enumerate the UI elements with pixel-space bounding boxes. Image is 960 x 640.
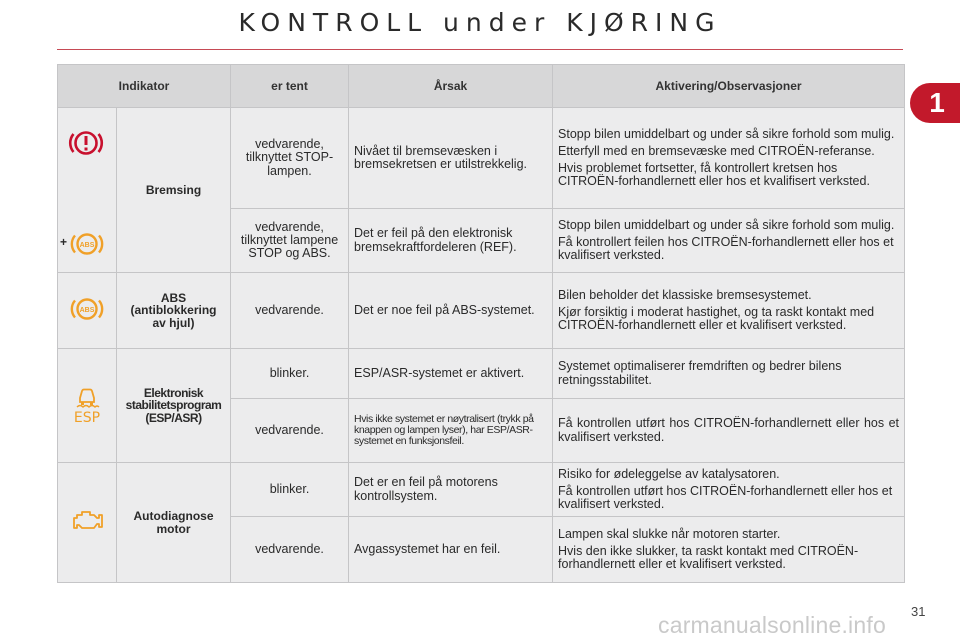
table-row: [58, 108, 905, 209]
esp-cause-1: ESP/ASR-systemet er aktivert.: [349, 349, 553, 399]
header-arsak: Årsak: [349, 65, 553, 108]
chapter-tab[interactable]: 1: [910, 83, 960, 123]
table-row: [58, 463, 905, 517]
indicator-table: [57, 64, 905, 583]
motor-name-line: motor: [156, 521, 191, 536]
bremsing-tent-1: vedvarende, tilknyttet STOP-lampen.: [231, 108, 349, 209]
bremsing-icon-cell: [58, 108, 117, 273]
motor-icon-cell: [58, 463, 117, 583]
bremsing-tent-2: vedvarende, tilknyttet lampene STOP og ABS.: [231, 209, 349, 273]
table-header-row: [58, 65, 905, 108]
abs-name-line: (antiblokkering: [130, 303, 217, 318]
watermark: carmanualsonline.info: [658, 612, 886, 638]
table-row: [58, 273, 905, 349]
motor-cause-1: Det er en feil på motorens kontrollsystem.: [349, 463, 553, 517]
obs-paragraph: Få kontrollert feilen hos CITROËN-forhandlernett eller hos et kvalifisert verksted.: [558, 234, 894, 263]
motor-obs-1: [553, 463, 905, 517]
bremsing-obs-2: [553, 209, 905, 273]
motor-tent-2: vedvarende.: [231, 517, 349, 583]
svg-text:ABS: ABS: [79, 242, 95, 249]
obs-paragraph: Stopp bilen umiddelbart og under så sikre forhold som mulig.: [558, 217, 895, 232]
abs-name-line: av hjul): [152, 315, 195, 330]
esp-obs-2: Få kontrollen utført hos CITROËN-forhandlernett eller hos et kvalifisert verksted.: [553, 399, 905, 463]
abs-icon-cell: [58, 273, 117, 349]
esp-obs-1: Systemet optimaliserer fremdriften og bedrer bilens retningsstabilitet.: [553, 349, 905, 399]
header-er-tent: er tent: [231, 65, 349, 108]
esp-tent-2: vedvarende.: [231, 399, 349, 463]
motor-name: [117, 463, 231, 583]
bremsing-obs-1: [553, 108, 905, 209]
abs-name: [117, 273, 231, 349]
abs-tent: vedvarende.: [231, 273, 349, 349]
obs-paragraph: Risiko for ødeleggelse av katalysatoren.: [558, 466, 780, 481]
obs-paragraph: Lampen skal slukke når motoren starter.: [558, 526, 781, 541]
motor-name-line: Autodiagnose: [133, 508, 214, 523]
obs-paragraph: Få kontrollen utført hos CITROËN-forhandlernett eller hos et kvalifisert verksted.: [558, 483, 893, 512]
obs-paragraph: Etterfyll med en bremsevæske med CITROËN-referanse.: [558, 143, 875, 158]
motor-cause-2: Avgassystemet har en feil.: [349, 517, 553, 583]
brake-warning-icon: [68, 128, 104, 161]
obs-paragraph: Bilen beholder det klassiske bremsesystemet.: [558, 287, 812, 302]
engine-warning-icon: [70, 509, 104, 533]
abs-obs: [553, 273, 905, 349]
motor-tent-1: blinker.: [231, 463, 349, 517]
esp-icon-cell: [58, 349, 117, 463]
bremsing-name: Bremsing: [117, 108, 231, 273]
title-divider: [57, 49, 903, 50]
header-aktivering: Aktivering/Observasjoner: [553, 65, 905, 108]
header-indikator: Indikator: [58, 65, 231, 108]
page-number: 31: [911, 604, 926, 619]
svg-text:ABS: ABS: [79, 306, 95, 314]
obs-paragraph: Stopp bilen umiddelbart og under så sikre forhold som mulig.: [558, 126, 895, 141]
abs-warning-icon: [70, 295, 104, 323]
obs-paragraph: Kjør forsiktig i moderat hastighet, og ta raskt kontakt med CITROËN-forhandlernett eller et kvalifisert verksted.: [558, 304, 875, 333]
esp-name: [117, 349, 231, 463]
esp-name-line: (ESP/ASR): [145, 410, 202, 425]
esp-icon-label: ESP: [73, 410, 101, 426]
abs-warning-icon: [70, 230, 104, 261]
bremsing-cause-1: Nivået til bremsevæsken i bremsekretsen er utilstrekkelig.: [349, 108, 553, 209]
plus-sign: +: [60, 235, 68, 249]
esp-name-line: stabilitetsprogram: [125, 398, 222, 413]
motor-obs-2: [553, 517, 905, 583]
esp-warning-icon: [72, 386, 102, 425]
obs-paragraph: Hvis problemet fortsetter, få kontrollert kretsen hos CITROËN-forhandlernett eller hos et kvalifisert verksted.: [558, 161, 870, 189]
abs-cause: Det er noe feil på ABS-systemet.: [349, 273, 553, 349]
table-row: [58, 349, 905, 399]
esp-tent-1: blinker.: [231, 349, 349, 399]
abs-name-line: ABS: [160, 290, 187, 305]
esp-cause-2: Hvis ikke systemet er nøytralisert (trykk på knappen og lampen lyser), har ESP/ASR-systemet en funksjonsfeil.: [349, 399, 553, 463]
page-title: KONTROLL under KJØRING: [238, 8, 722, 37]
esp-name-line: Elektronisk: [143, 385, 204, 400]
obs-paragraph: Hvis den ikke slukker, ta raskt kontakt med CITROËN-forhandlernett eller et kvalifisert verksted.: [558, 543, 859, 572]
bremsing-cause-2: Det er feil på den elektronisk bremsekraftfordeleren (REF).: [349, 209, 553, 273]
